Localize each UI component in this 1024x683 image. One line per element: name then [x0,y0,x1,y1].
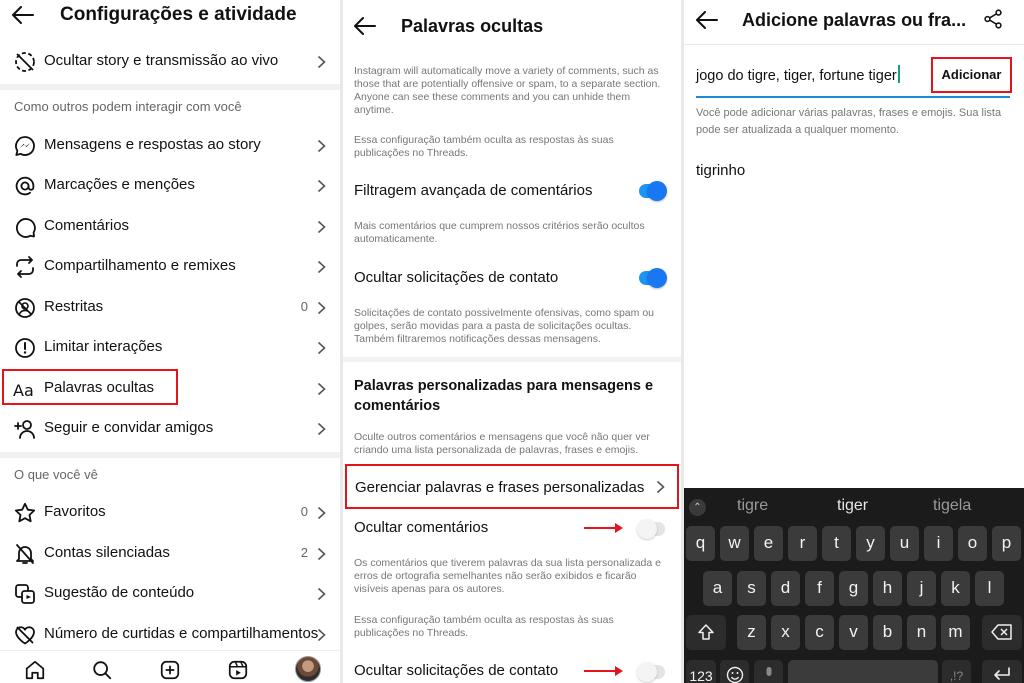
key-n[interactable]: n [907,615,936,650]
section-divider [0,84,340,90]
highlight-hidden-words [2,369,178,405]
create-icon[interactable] [159,659,181,681]
chevron-right-icon [656,480,665,494]
mic-key[interactable] [754,660,783,683]
item-label: Ocultar story e transmissão ao vivo [44,52,279,69]
custom-words-desc: Oculte outros comentários e mensagens que você não quer ver criando uma lista personalizada de palavras, frases e emojis. [354,431,650,456]
key-u[interactable]: u [890,526,919,561]
chevron-right-icon [317,506,326,520]
menu-item-messages[interactable] [0,126,340,166]
bottom-nav [0,650,340,683]
item-label: Seguir e convidar amigos [44,419,214,436]
microphone-icon [762,666,776,682]
add-friend-icon [13,417,37,441]
item-label: Compartilhamento e remixes [44,257,236,274]
add-words-panel [684,0,1024,683]
share-icon[interactable] [982,8,1004,30]
hide-comments-desc: Os comentários que tiverem palavras da sua lista personalizada e erros de ortografia semelhantes não serão exibidos e ficarão visíveis apenas para os autores. [354,557,661,595]
item-label: Contas silenciadas [44,544,170,561]
enter-icon [992,667,1012,683]
back-arrow-icon[interactable] [354,17,376,35]
key-t[interactable]: t [822,526,851,561]
menu-item-favorites[interactable] [0,493,340,533]
reels-icon[interactable] [227,659,249,681]
menu-item-muted-accounts[interactable] [0,534,340,574]
keyboard [684,488,1024,683]
hide-comments-label: Ocultar comentários [354,519,489,536]
key-d[interactable]: d [771,571,800,606]
hide-comments-toggle[interactable] [639,522,665,536]
section-divider [0,452,340,458]
suggestion-tigela[interactable]: tigela [933,497,972,514]
section-title-interact: Como outros podem interagir com você [14,99,242,114]
backspace-key[interactable] [982,615,1022,650]
item-label: Palavras ocultas [44,379,155,396]
word-list-item[interactable]: tigrinho [696,162,746,179]
item-label: Restritas [44,298,104,315]
key-i[interactable]: i [924,526,953,561]
chevron-right-icon [317,301,326,315]
suggestion-tigre[interactable]: tigre [737,497,769,514]
advanced-filter-toggle[interactable] [639,184,665,198]
item-label: Favoritos [44,503,106,520]
numbers-key[interactable]: 123 [686,660,716,683]
manage-words-button[interactable] [345,464,679,509]
advanced-filter-label: Filtragem avançada de comentários [354,182,593,199]
key-r[interactable]: r [788,526,817,561]
hidden-words-panel [343,0,681,683]
key-w[interactable]: w [720,526,749,561]
page-title: Adicione palavras ou fra... [742,10,967,30]
restrict-icon [13,296,37,320]
settings-activity-panel [0,0,340,683]
chevron-right-icon [317,179,326,193]
punctuation-key[interactable]: ,!? [942,660,971,683]
profile-avatar[interactable] [295,656,321,682]
key-f[interactable]: f [805,571,834,606]
key-y[interactable]: y [856,526,885,561]
key-z[interactable]: z [737,615,766,650]
space-key[interactable] [788,660,938,683]
red-arrow-icon [584,522,624,534]
input-hint: Você pode adicionar várias palavras, frases e emojis. Sua lista pode ser atualizada a qualquer momento. [696,107,1002,136]
favorites-count: 0 [300,504,308,519]
emoji-icon [726,666,744,683]
key-l[interactable]: l [975,571,1004,606]
item-label: Marcações e menções [44,176,195,193]
menu-item-comments[interactable] [0,207,340,247]
muted-bell-icon [13,542,37,566]
chevron-right-icon [317,139,326,153]
key-p[interactable]: p [992,526,1021,561]
key-e[interactable]: e [754,526,783,561]
key-a[interactable]: a [703,571,732,606]
search-icon[interactable] [91,659,113,681]
hide-story-live-item[interactable] [0,42,340,82]
share-remix-icon [13,255,37,279]
key-m[interactable]: m [941,615,970,650]
chevron-right-icon [317,341,326,355]
key-q[interactable]: q [686,526,715,561]
home-icon[interactable] [24,659,46,681]
content-suggestion-icon [13,582,37,606]
enter-key[interactable] [982,660,1022,683]
key-c[interactable]: c [805,615,834,650]
menu-item-limit-interactions[interactable] [0,328,340,368]
words-input[interactable] [696,64,928,94]
hide-requests2-label: Ocultar solicitações de contato [354,662,559,679]
muted-count: 2 [300,545,308,560]
add-button[interactable]: Adicionar [931,57,1012,93]
chevron-right-icon [317,587,326,601]
story-hide-icon [13,50,37,74]
shift-key[interactable] [686,615,726,650]
custom-words-heading: Palavras personalizadas para mensagens e comentários [354,378,654,414]
back-arrow-icon[interactable] [696,11,718,29]
menu-item-sharing-remixes[interactable] [0,247,340,287]
page-title: Palavras ocultas [401,16,544,36]
header-divider [684,44,1024,45]
chevron-right-icon [317,382,326,396]
text-cursor [898,65,900,83]
section-title-see: O que você vê [14,467,98,482]
heart-slash-icon [13,623,37,647]
chevron-right-icon [317,55,326,69]
messenger-icon [13,134,37,158]
key-v[interactable]: v [839,615,868,650]
key-j[interactable]: j [907,571,936,606]
comment-icon [13,215,37,239]
limit-icon [13,336,37,360]
collapse-suggestions-icon[interactable]: ⌃ [689,499,706,516]
chevron-right-icon [317,260,326,274]
key-g[interactable]: g [839,571,868,606]
restricted-count: 0 [300,299,308,314]
item-label: Mensagens e respostas ao story [44,136,261,153]
input-underline [696,96,1010,98]
menu-item-follow-invite[interactable] [0,409,340,449]
chevron-right-icon [317,422,326,436]
manage-words-label: Gerenciar palavras e frases personalizadas [355,479,645,496]
red-arrow-icon [584,665,624,677]
item-label: Sugestão de conteúdo [44,584,195,601]
hide-requests-label: Ocultar solicitações de contato [354,269,559,286]
menu-item-tags-mentions[interactable] [0,166,340,206]
key-k[interactable]: k [941,571,970,606]
hide-requests-toggle[interactable] [639,271,665,285]
chevron-right-icon [317,547,326,561]
menu-item-like-counts[interactable] [0,615,340,655]
page-title: Configurações e atividade [60,4,297,25]
star-icon [13,501,37,525]
item-label: Limitar interações [44,338,163,355]
threads-note: Essa configuração também oculta as respostas às suas publicações no Threads. [354,134,614,159]
section-divider [343,357,681,362]
menu-item-content-suggestion[interactable] [0,574,340,614]
key-x[interactable]: x [771,615,800,650]
at-sign-icon [13,174,37,198]
shift-icon [697,623,715,641]
suggestion-tiger[interactable]: tiger [837,497,869,514]
key-h[interactable]: h [873,571,902,606]
item-label: Número de curtidas e compartilhamentos [44,625,319,642]
words-input-value: jogo do tigre, tiger, fortune tiger [696,68,897,84]
svg-text:Aa: Aa [13,381,34,400]
back-arrow-icon[interactable] [12,6,34,24]
threads-note: Essa configuração também oculta as respostas às suas publicações no Threads. [354,614,614,639]
intro-text: Instagram will automatically move a variety of comments, such as those that are potentially offensive or spam, to a separate section. Anyone can see these comments and you can unhide them anytime. [354,65,661,116]
key-s[interactable]: s [737,571,766,606]
key-b[interactable]: b [873,615,902,650]
backspace-icon [991,624,1013,640]
hide-requests2-toggle[interactable] [639,665,665,679]
advanced-filter-desc: Mais comentários que cumprem nossos critérios serão ocultos automaticamente. [354,220,645,245]
item-label: Comentários [44,217,130,234]
emoji-key[interactable] [720,660,749,683]
chevron-right-icon [317,220,326,234]
chevron-right-icon [317,628,326,642]
key-o[interactable]: o [958,526,987,561]
menu-item-restricted[interactable] [0,288,340,328]
hide-requests-desc: Solicitações de contato possivelmente ofensivas, como spam ou golpes, serão movidas para a pasta de solicitações ocultas. Também filtraremos notificações dessas mensagens. [354,307,654,345]
